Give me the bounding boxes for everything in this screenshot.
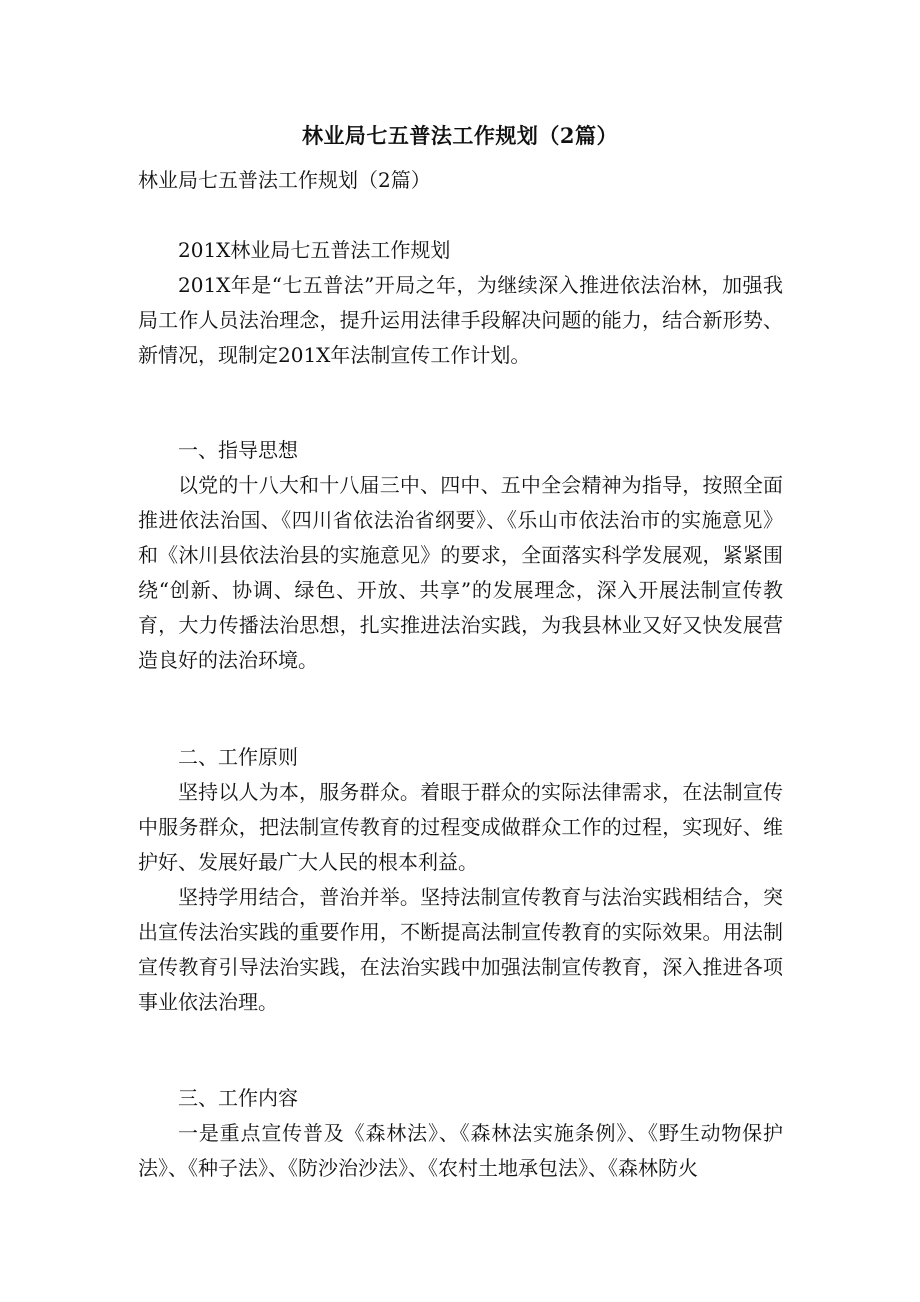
intro-section <box>138 233 783 373</box>
work-content-section <box>138 1081 783 1186</box>
section-heading-work-principles: 二、工作原则 <box>178 745 298 769</box>
plan-heading: 201X林业局七五普法工作规划 <box>178 238 451 262</box>
section-heading-guiding-thought: 一、指导思想 <box>178 438 298 462</box>
work-principles-section <box>138 740 783 1020</box>
principle-paragraph-2: 坚持学用结合，普治并举。坚持法制宣传教育与法治实践相结合，突出宣传法治实践的重要作用，不断提高法制宣传教育的实际效果。用法制宣传教育引导法治实践，在法治实践中加强法制宣传教育，深入推进各项事业依法治理。 <box>138 885 783 1014</box>
principle-paragraph-1: 坚持以人为本，服务群众。着眼于群众的实际法律需求，在法制宣传中服务群众，把法制宣传教育的过程变成做群众工作的过程，实现好、维护好、发展好最广大人民的根本利益。 <box>138 780 783 874</box>
work-content-paragraph: 一是重点宣传普及《森林法》、《森林法实施条例》、《野生动物保护法》、《种子法》、《防沙治沙法》、《农村土地承包法》、《森林防火 <box>138 1121 783 1180</box>
guiding-thought-paragraph: 以党的十八大和十八届三中、四中、五中全会精神为指导，按照全面推进依法治国、《四川省依法治省纲要》、《乐山市依法治市的实施意见》和《沐川县依法治县的实施意见》的要求，全面落实科学发展观，紧紧围绕“创新、协调、绿色、开放、共享”的发展理念，深入开展法制宣传教育，大力传播法治思想，扎实推进法治实践，为我县林业又好又快发展营造良好的法治环境。 <box>138 473 783 672</box>
guiding-thought-section <box>138 433 783 678</box>
section-heading-work-content: 三、工作内容 <box>178 1086 298 1110</box>
document-subtitle: 林业局七五普法工作规划（2篇） <box>138 168 431 192</box>
document-title: 林业局七五普法工作规划（2篇） <box>301 123 619 148</box>
intro-paragraph: 201X年是“七五普法”开局之年，为继续深入推进依法治林，加强我局工作人员法治理念，提升运用法律手段解决问题的能力，结合新形势、新情况，现制定201X年法制宣传工作计划。 <box>138 273 783 367</box>
